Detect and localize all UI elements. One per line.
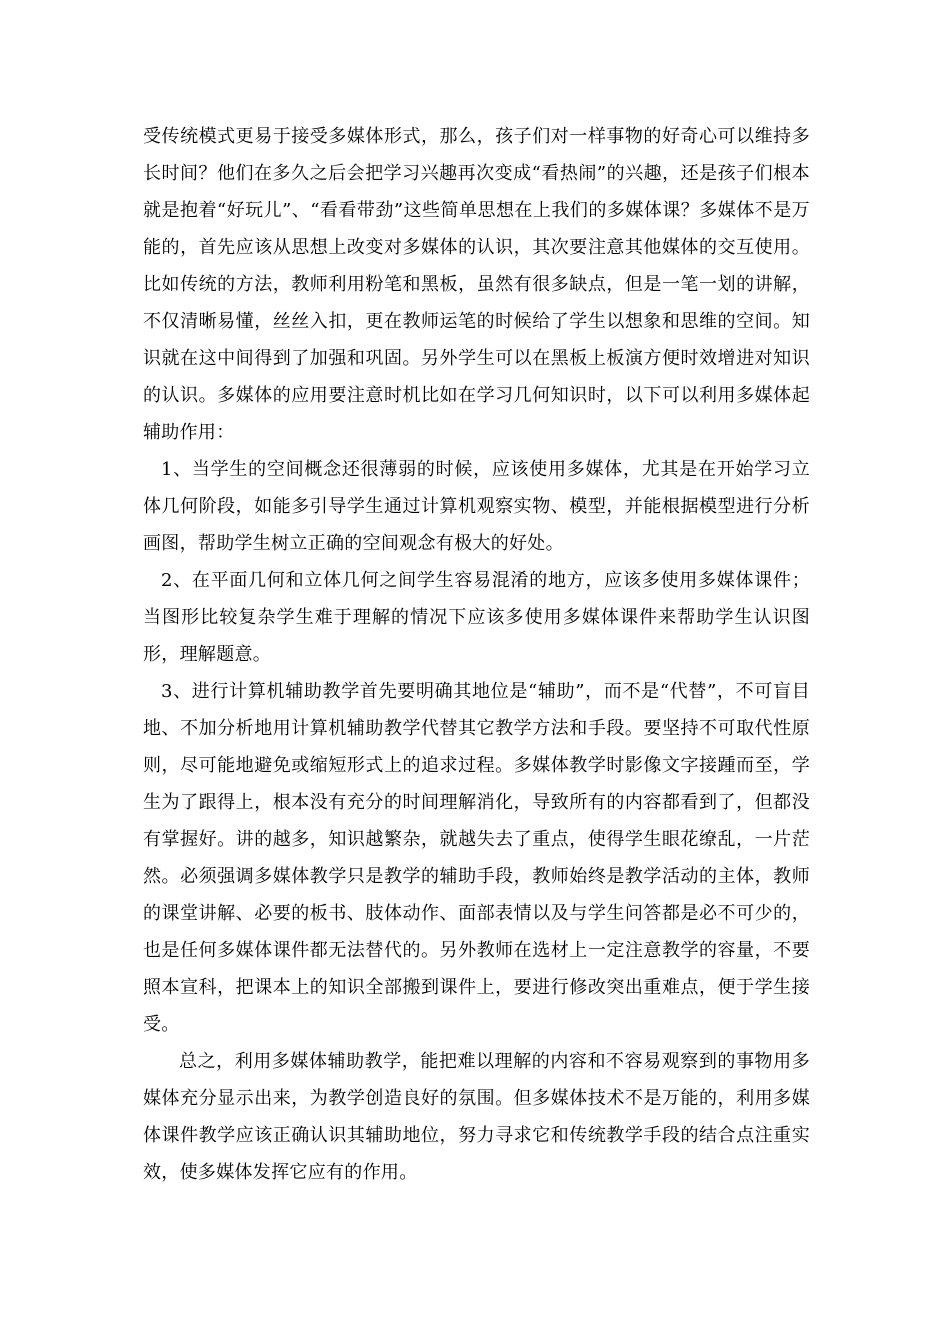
paragraph-conclusion: 总之，利用多媒体辅助教学，能把难以理解的内容和不容易观察到的事物用多媒体充分显示出来，为教学创造良好的氛围。但多媒体技术不是万能的，利用多媒体课件教学应该正确认识其辅助地位，努力寻求它和传统教学手段的结合点注重实效，使多媒体发挥它应有的作用。 [143,1051,810,1183]
paragraph-point-1: 1、当学生的空间概念还很薄弱的时候，应该使用多媒体，尤其是在开始学习立体几何阶段，如能多引导学生通过计算机观察实物、模型，并能根据模型进行分析画图，帮助学生树立正确的空间观念有极大的好处。 [143,459,810,554]
paragraph-intro: 受传统模式更易于接受多媒体形式，那么，孩子们对一样事物的好奇心可以维持多长时间？他们在多久之后会把学习兴趣再次变成“看热闹”的兴趣，还是孩子们根本就是抱着“好玩儿”、“看看带劲”这些简单思想在上我们的多媒体课？多媒体不是万能的，首先应该从思想上改变对多媒体的认识，其次要注意其他媒体的交互使用。比如传统的方法，教师利用粉笔和黑板，虽然有很多缺点，但是一笔一划的讲解，不仅清晰易懂，丝丝入扣，更在教师运笔的时候给了学生以想象和思维的空间。知识就在这中间得到了加强和巩固。另外学生可以在黑板上板演方便时效增进对知识的认识。多媒体的应用要注意时机比如在学习几何知识时，以下可以利用多媒体起辅助作用： [143,126,810,443]
paragraph-point-2: 2、在平面几何和立体几何之间学生容易混淆的地方，应该多使用多媒体课件；当图形比较复杂学生难于理解的情况下应该多使用多媒体课件来帮助学生认识图形，理解题意。 [143,570,810,665]
document-body [143,118,810,1191]
paragraph-point-3: 3、进行计算机辅助教学首先要明确其地位是“辅助”，而不是“代替”，不可盲目地、不加分析地用计算机辅助教学代替其它教学方法和手段。要坚持不可取代性原则，尽可能地避免或缩短形式上的追求过程。多媒体教学时影像文字接踵而至，学生为了跟得上，根本没有充分的时间理解消化，导致所有的内容都看到了，但都没有掌握好。讲的越多，知识越繁杂，就越失去了重点，使得学生眼花缭乱，一片茫然。必须强调多媒体教学只是教学的辅助手段，教师始终是教学活动的主体，教师的课堂讲解、必要的板书、肢体动作、面部表情以及与学生问答都是必不可少的，也是任何多媒体课件都无法替代的。另外教师在选材上一定注意教学的容量，不要照本宣科，把课本上的知识全部搬到课件上，要进行修改突出重难点，便于学生接受。 [143,681,810,1035]
